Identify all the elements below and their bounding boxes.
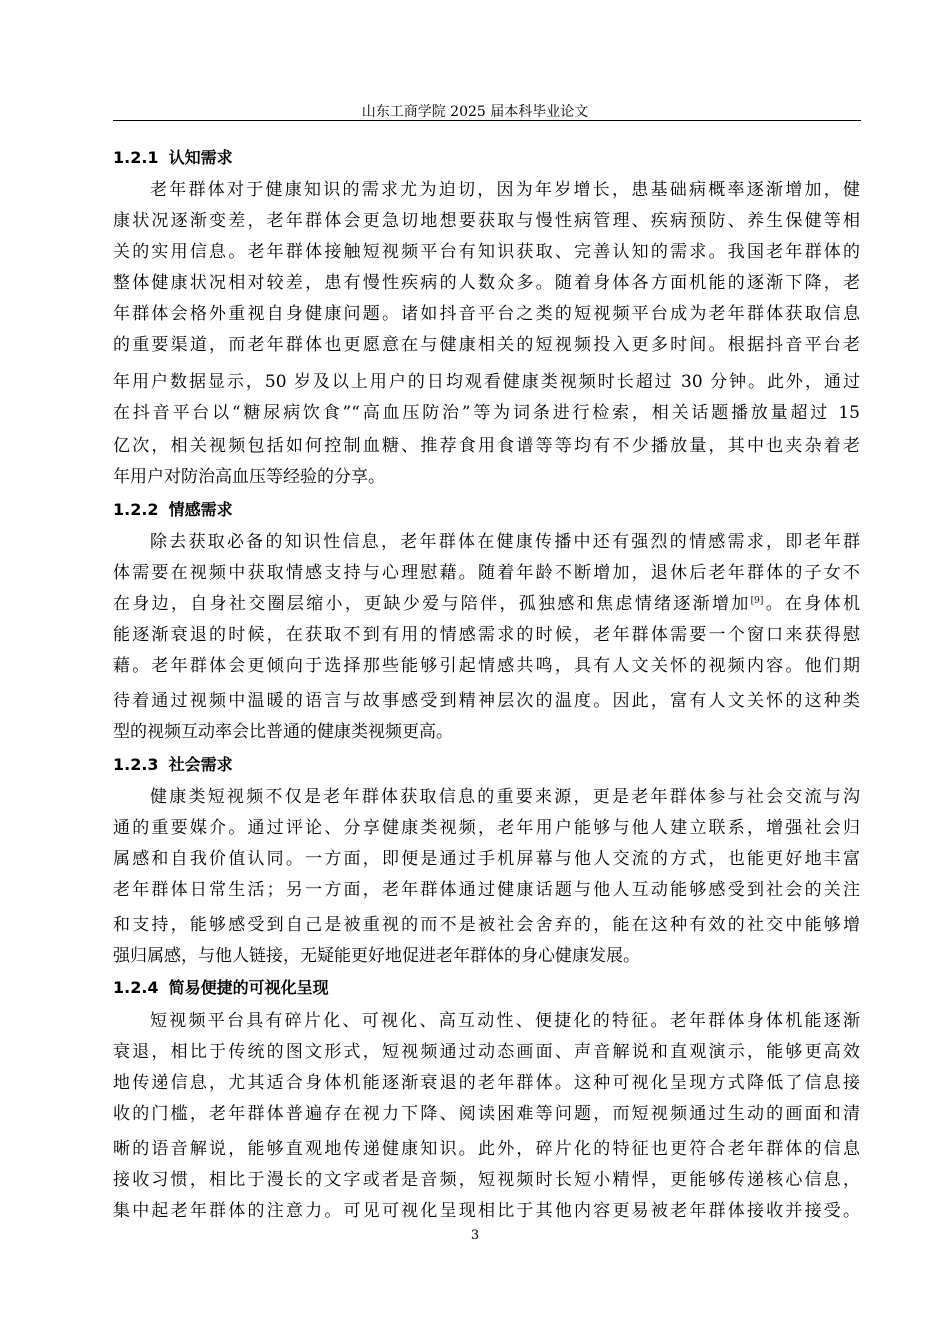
paragraph-line: 衰退，相比于传统的图文形式，短视频通过动态画面、声音解说和直观演示，能够更高效 (113, 1042, 860, 1062)
paragraph-line: 的重要渠道，而老年群体也更愿意在与健康相关的短视频投入更多时间。根据抖音平台老 (113, 335, 860, 355)
section-heading-1-2-3 (113, 751, 860, 779)
paragraph-line: 健康类短视频不仅是老年群体获取信息的重要来源，更是老年群体参与社会交流与沟 (150, 787, 860, 807)
paragraph-line: 地传递信息，尤其适合身体机能逐渐衰退的老年群体。这种可视化呈现方式降低了信息接 (113, 1073, 860, 1093)
paragraph-line: 和支持，能够感受到自己是被重视的而不是被社会舍弃的，能在这种有效的社交中能够增 (113, 915, 860, 935)
section-heading-1-2-1 (113, 144, 860, 172)
paragraph-text: 在身边，自身社交圈层缩小，更缺少爱与陪伴，孤独感和焦虑情绪逐渐增加 (113, 594, 751, 614)
section-number: 1.2.4 (113, 978, 159, 997)
paragraph-line: 年用户对防治高血压等经验的分享。 (113, 467, 385, 487)
paragraph-line: 属感和自我价值认同。一方面，即便是通过手机屏幕与他人交流的方式，也能更好地丰富 (113, 849, 860, 869)
paragraph-line: 晰的语音解说，能够直观地传递健康知识。此外，碎片化的特征也更符合老年群体的信息 (113, 1139, 860, 1159)
section-number: 1.2.3 (113, 755, 159, 774)
paragraph-line: 能逐渐衰退的时候，在获取不到有用的情感需求的时候，老年群体需要一个窗口来获得慰 (113, 625, 860, 645)
paragraph-line: 关的实用信息。老年群体接触短视频平台有知识获取、完善认知的需求。我国老年群体的 (113, 242, 860, 262)
paragraph-line: 在抖音平台以“糖尿病饮食”“高血压防治”等为词条进行检索，相关话题播放量超过 15 (113, 403, 860, 423)
header-title: 山东工商学院 2025 届本科毕业论文 (361, 104, 589, 120)
section-heading-1-2-2 (113, 496, 860, 524)
paragraph-line: 老年群体日常生活；另一方面，老年群体通过健康话题与他人互动能够感受到社会的关注 (113, 880, 860, 900)
section-title: 简易便捷的可视化呈现 (168, 978, 329, 997)
paragraph-line: 年群体会格外重视自身健康问题。诸如抖音平台之类的短视频平台成为老年群体获取信息 (113, 304, 860, 324)
paragraph-line: 型的视频互动率会比普通的健康类视频更高。 (113, 722, 453, 742)
section-heading-1-2-4 (113, 974, 860, 1002)
paragraph-line: 强归属感，与他人链接，无疑能更好地促进老年群体的身心健康发展。 (113, 946, 640, 966)
page-number: 3 (470, 1228, 480, 1243)
paragraph-line (113, 589, 860, 619)
paragraph-line: 集中起老年群体的注意力。可见可视化呈现相比于其他内容更易被老年群体接收并接受。 (113, 1201, 860, 1221)
section-title: 认知需求 (168, 148, 233, 167)
paragraph-text: 。在身体机 (763, 594, 860, 614)
section-number: 1.2.2 (113, 500, 159, 519)
section-title: 社会需求 (168, 755, 233, 774)
paragraph-line: 除去获取必备的知识性信息，老年群体在健康传播中还有强烈的情感需求，即老年群 (150, 532, 860, 552)
paragraph-line: 待着通过视频中温暖的语言与故事感受到精神层次的温度。因此，富有人文关怀的这种类 (113, 691, 860, 711)
paragraph-line: 短视频平台具有碎片化、可视化、高互动性、便捷化的特征。老年群体身体机能逐渐 (150, 1011, 860, 1031)
paragraph-line: 体需要在视频中获取情感支持与心理慰藉。随着年龄不断增加，退休后老年群体的子女不 (113, 563, 860, 583)
paragraph-line: 整体健康状况相对较差，患有慢性疾病的人数众多。随着身体各方面机能的逐渐下降，老 (113, 273, 860, 293)
paragraph-line: 老年群体对于健康知识的需求尤为迫切，因为年岁增长，患基础病概率逐渐增加，健 (150, 180, 860, 200)
citation-ref: [9] (750, 596, 764, 606)
section-number: 1.2.1 (113, 148, 159, 167)
section-title: 情感需求 (168, 500, 233, 519)
paragraph-line: 接收习惯，相比于漫长的文字或者是音频，短视频时长短小精悍，更能够传递核心信息， (113, 1170, 860, 1190)
paragraph-line: 藉。老年群体会更倾向于选择那些能够引起情感共鸣，具有人文关怀的视频内容。他们期 (113, 656, 860, 676)
paragraph-line: 康状况逐渐变差，老年群体会更急切地想要获取与慢性病管理、疾病预防、养生保健等相 (113, 211, 860, 231)
paragraph-line: 通的重要媒介。通过评论、分享健康类视频，老年用户能够与他人建立联系，增强社会归 (113, 818, 860, 838)
paragraph-line: 收的门槛，老年群体普遍存在视力下降、阅读困难等问题，而短视频通过生动的画面和清 (113, 1104, 860, 1124)
paragraph-line: 亿次，相关视频包括如何控制血糖、推荐食用食谱等等均有不少播放量，其中也夹杂着老 (113, 436, 860, 456)
paragraph-line: 年用户数据显示，50 岁及以上用户的日均观看健康类视频时长超过 30 分钟。此外，通过 (113, 372, 860, 392)
